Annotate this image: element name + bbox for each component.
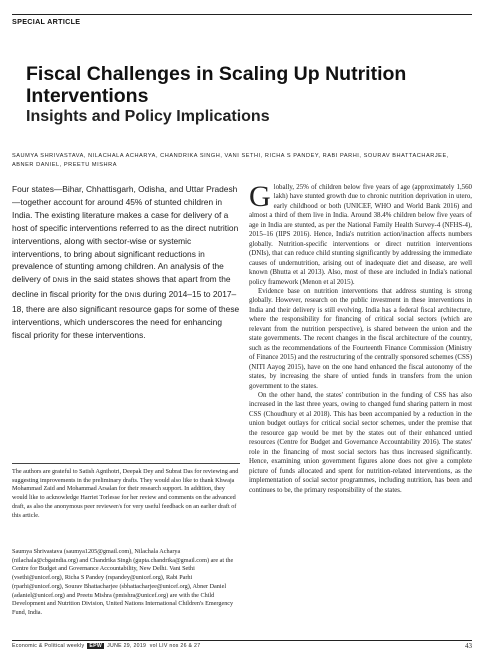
body-paragraph-1-text: lobally, 25% of children below five years of age (approximately 1,560 lakh) have stunted growth due to chronic nutrition deprivation in utero, early childhood or both (UNICEF, WHO and World Bank 2016) and almost a third of them live in India. Around 38.4% children below five years of age in India are stunted, as per the National Family Health Survey-4 (NFHS-4), 2015–16 (IIPS 2016). Hence, India's nutrition action/inaction affects numbers globally. Nutrition-specific interventions or direct nutrition interventions (DNIs), that can reduce child stunting significantly by addressing the immediate causes of undernutrition, arising out of inadequate diet and disease, are well known (Bhutta et al 2013). Also, most of these are included in India's national policy framework (Menon et al 2015). — [249, 184, 472, 286]
epw-badge: EPW — [89, 643, 103, 649]
author-affiliations: Saumya Shrivastava (saumya1205@gmail.com), Nilachala Acharya (nilachala@cbgaindia.org) and Chandrika Singh (gupta.chandrika@gmail.com) are at the Centre for Budget and Governance Accountability, New Delhi. Vani Sethi (vsethi@unicef.org), Richa S Pandey (rspandey@unicef.org), Rabi Parhi (rparhi@unicef.org), Sourav Bhattacharjee (sbhattacharjee@unicef.org), Abner Daniel (adaniel@unicef.org) and Preetu Mishra (pmishra@unicef.org) are with the Child Development and Nutrition Division, United Nations International Children's Emergency Fund, India. — [12, 548, 234, 616]
page-number: 43 — [465, 642, 472, 650]
abstract-dni-1: DNI — [52, 277, 65, 285]
drop-cap: G — [249, 180, 271, 213]
footer-rule — [12, 640, 472, 641]
article-title: Fiscal Challenges in Scaling Up Nutrition Interventions — [26, 63, 407, 107]
abstract-text-3: s during 2014–15 to 2017–18, there are also significant resource gaps for some of these interventions, which underscores the need for enhancing fiscal priority for these interventions. — [12, 289, 240, 340]
abstract-text-1: Four states—Bihar, Chhattisgarh, Odisha, and Uttar Pradesh—together account for around 45% of stunted children in India. The existing literature makes a case for delivery of a host of specific interventions referred to as the direct nutrition interventions, along with sector-wise or systemic interventions, to bring about significant reductions in prevalence of stunting among children. An analysis of the delivery of — [12, 184, 239, 285]
abstract-dni-2: DNI — [124, 292, 137, 300]
journal-name: Economic & Political weekly — [12, 643, 85, 649]
article-subtitle: Insights and Policy Implications — [26, 108, 270, 125]
body-text — [249, 180, 472, 495]
section-rule — [12, 14, 472, 25]
body-paragraph-2: Evidence base on nutrition interventions that address stunting is strong globally. However, research on the public investment in these interventions in India and their delivery is still evolving. India has a federal fiscal architecture, where the responsibility for financing of critical social sectors (which are relevant from the nutrition perspective), is shared between the union and the state governments. The recent changes in the fiscal architecture of the country, such as the recommendations of the Fourteenth Finance Commission (Ministry of Finance 2015) and the restructuring of the centrally sponsored schemes (CSS) (NITI Aayog 2015), have on the one hand enhanced the fiscal autonomy of the states, by increasing the share of untied funds in transfers from the union government to the states. — [249, 287, 472, 390]
body-paragraph-3: On the other hand, the states' contribution in the funding of CSS has also increased in the last three years, owing to changed fund sharing pattern in most CSS (Choudhury et al 2018). This has been accompanied by a reduction in the union budget outlays for critical social sector schemes, under the premise that the resource gap would be met by the states out of their enhanced untied resources (Centre for Budget and Governance Accountability 2016). The states' role in the financing of most social sectors has thus increased significantly. Hence, examining union government figures alone does not give a complete picture of funds allocated and spent for nutrition-related interventions, as the implementation of social sector programmes, including nutrition, has been and continues to be, the primary responsibility of the states. — [249, 391, 472, 494]
acknowledgement: The authors are grateful to Satish Agnihotri, Deepak Dey and Subrat Das for reviewing and suggesting improvements in the preliminary drafts. They would also like to thank Khwaja Mohammad Zaid and Mohammad Arsalan for their research support. In addition, they would like to acknowledge Harriet Torlesse for her review and comments on the advanced draft, as also the anonymous peer reviewer/s for very useful feedback on an earlier draft of this article. — [12, 468, 239, 519]
abstract-text-2: s in the said states shows that apart from the decline in fiscal priority for the — [12, 274, 231, 300]
author-list: SAUMYA SHRIVASTAVA, NILACHALA ACHARYA, CHANDRIKA SINGH, VANI SETHI, RICHA S PANDEY, RABI PARHI, SOURAV BHATTACHARJEE, ABNER DANIEL, PREETU MISHRA — [12, 153, 449, 169]
issue-volume: vol LIV nos 26 & 27 — [149, 643, 201, 649]
abstract — [12, 183, 240, 342]
body-paragraph-1 — [249, 180, 472, 287]
acknowledgement-rule — [12, 463, 240, 464]
footer-journal-info — [12, 643, 200, 649]
issue-date: JUNE 29, 2019 — [107, 643, 147, 649]
section-label: SPECIAL ARTICLE — [12, 17, 81, 26]
